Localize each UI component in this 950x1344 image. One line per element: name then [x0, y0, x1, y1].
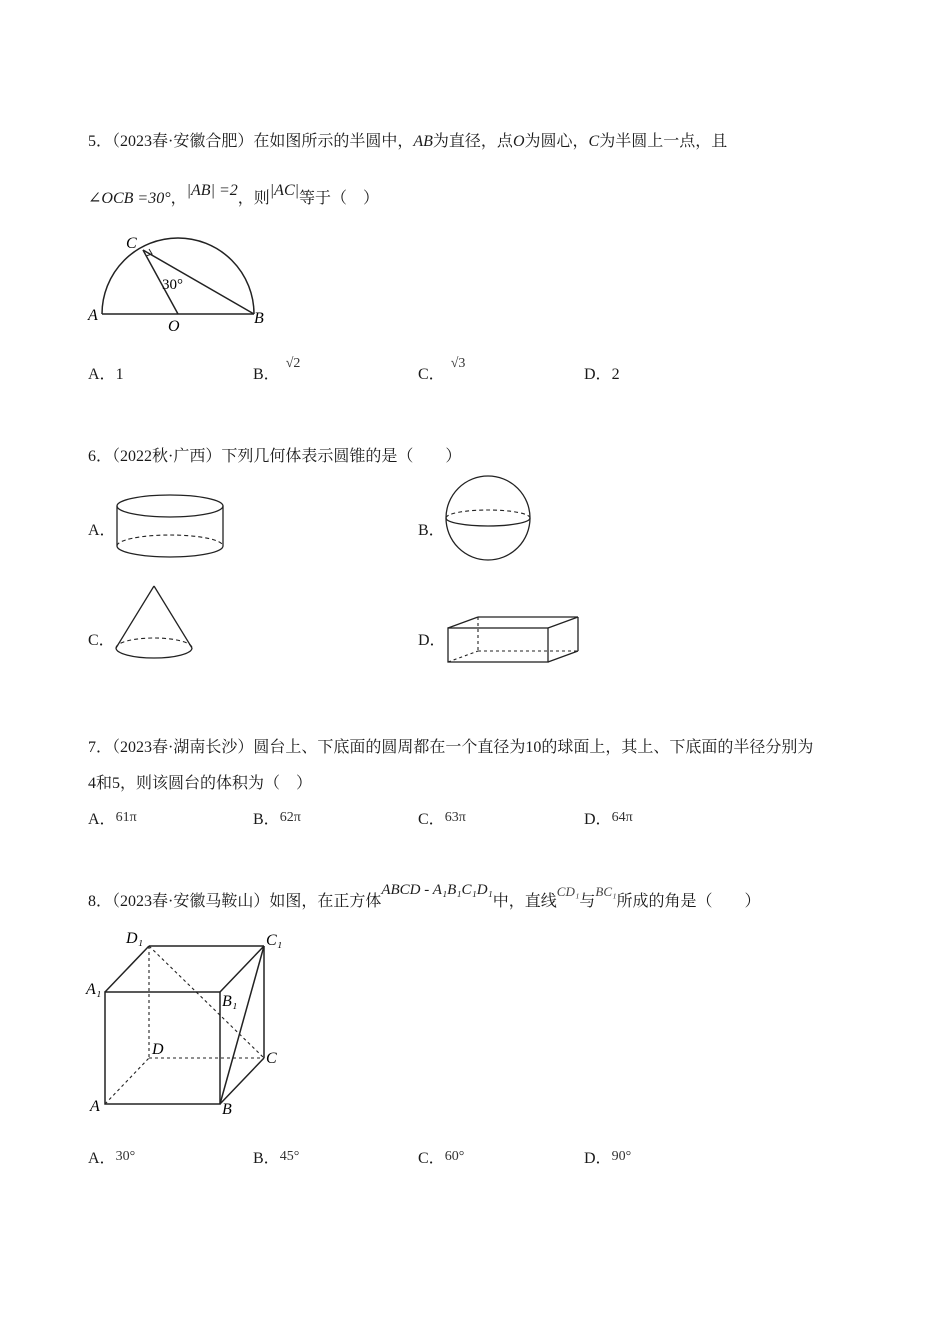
q5-option-a[interactable]: [88, 361, 124, 384]
label-d1: D₁: [126, 930, 144, 947]
option-label: D．: [584, 1150, 612, 1167]
option-label: A．: [88, 811, 116, 828]
q5-text-d: 为半圆上一点，且: [599, 133, 728, 150]
q8-option-d[interactable]: [584, 1145, 631, 1168]
option-value: √3: [450, 356, 466, 371]
q5-ac-cond: |AC|: [269, 182, 300, 199]
q5-text-c: 为圆心，: [524, 133, 589, 150]
q5-text-b: 为直径，点: [432, 133, 513, 150]
option-label: B．: [418, 522, 445, 539]
q5-sep2: ，则: [237, 190, 270, 207]
q5-c: C: [588, 133, 600, 150]
q8-mid2: 与: [579, 893, 596, 910]
option-value: 90°: [611, 1149, 632, 1164]
option-label: B．: [253, 366, 280, 383]
option-label: C．: [418, 1150, 445, 1167]
q8-option-c[interactable]: [418, 1145, 464, 1168]
option-label: C．: [88, 632, 115, 649]
q5-option-c[interactable]: [418, 356, 466, 384]
label-b1: B₁: [222, 993, 238, 1010]
option-value: 64π: [611, 810, 633, 825]
label-a1: A₁: [86, 981, 102, 998]
q7-option-a[interactable]: [88, 806, 137, 829]
line-cd1: [149, 946, 264, 1058]
q5-o: O: [512, 133, 525, 150]
option-value: 45°: [279, 1149, 300, 1164]
q5-semicircle-figure: [82, 228, 272, 338]
q8-prefix: 8．（2023春·安徽马鞍山）如图，在正方体: [88, 893, 382, 910]
cylinder-shape: [112, 492, 228, 562]
option-value: 60°: [444, 1149, 465, 1164]
semicircle-arc: [102, 238, 254, 314]
cone-shape: [112, 584, 198, 664]
label-angle: 30°: [162, 277, 183, 293]
option-label: D．: [584, 811, 612, 828]
q8-option-b[interactable]: [253, 1145, 299, 1168]
q8-cube-figure: [84, 926, 294, 1122]
label-a: A: [90, 1098, 100, 1115]
q7-line2: 4和5，则该圆台的体积为（ ）: [88, 775, 313, 792]
q6-option-d[interactable]: [418, 627, 446, 650]
option-label: A．: [88, 366, 116, 383]
option-label: C．: [418, 366, 445, 383]
q6-question: 6．（2022秋·广西）下列几何体表示圆锥的是（ ）: [88, 448, 462, 465]
option-value: 2: [611, 366, 620, 383]
q5-tail: 等于（ ）: [299, 190, 380, 207]
option-label: D．: [584, 366, 612, 383]
option-value: 61π: [115, 810, 137, 825]
q6-option-c[interactable]: [88, 627, 115, 650]
option-value: 62π: [279, 810, 301, 825]
q7-option-c[interactable]: [418, 806, 466, 829]
q7-line1: 7．（2023春·湖南长沙）圆台上、下底面的圆周都在一个直径为10的球面上，其上、下底面的半径分别为: [88, 739, 814, 756]
option-value: √2: [285, 356, 301, 371]
label-b: B: [222, 1101, 232, 1118]
q8-question: [88, 882, 761, 911]
q5-source: （2023春·安徽合肥）: [112, 133, 254, 150]
q5-sep1: ，: [170, 190, 187, 207]
option-label: A．: [88, 1150, 116, 1167]
label-d: D: [152, 1041, 164, 1058]
label-c1: C₁: [266, 932, 283, 949]
q5-option-d[interactable]: [584, 361, 620, 384]
q5-text-a: 在如图所示的半圆中，: [253, 133, 414, 150]
q7-option-b[interactable]: [253, 806, 301, 829]
label-c: C: [126, 235, 137, 252]
label-b: B: [254, 310, 264, 327]
q5-line2: [88, 182, 380, 208]
q8-mid1: 中，直线: [492, 893, 557, 910]
option-value: 63π: [444, 810, 466, 825]
q5-ab: AB: [413, 133, 433, 150]
option-label: B．: [253, 1150, 280, 1167]
q5-number: 5．: [88, 133, 113, 150]
cuboid-shape: [444, 614, 582, 666]
label-a: A: [88, 307, 98, 324]
q6-option-b[interactable]: [418, 517, 445, 540]
option-value: 1: [115, 366, 124, 383]
q5-ab-cond: |AB| =2: [186, 182, 238, 199]
q8-suffix: 所成的角是（ ）: [616, 893, 761, 910]
label-o: O: [168, 318, 180, 335]
label-c: C: [266, 1050, 277, 1067]
option-label: A．: [88, 522, 116, 539]
q5-angle-cond: ∠OCB =30°: [88, 190, 171, 207]
q8-cube-name: ABCD - A₁B₁C₁D₁: [381, 882, 493, 898]
option-label: B．: [253, 811, 280, 828]
q7-option-d[interactable]: [584, 806, 633, 829]
q8-option-a[interactable]: [88, 1145, 135, 1168]
q8-line-cd1: CD₁: [556, 884, 580, 899]
q5-option-b[interactable]: [253, 356, 301, 384]
option-label: D．: [418, 632, 446, 649]
sphere-shape: [444, 474, 534, 564]
q8-line-bc1: BC₁: [595, 884, 617, 899]
option-value: 30°: [115, 1149, 136, 1164]
option-label: C．: [418, 811, 445, 828]
q5-line1: [88, 128, 727, 151]
